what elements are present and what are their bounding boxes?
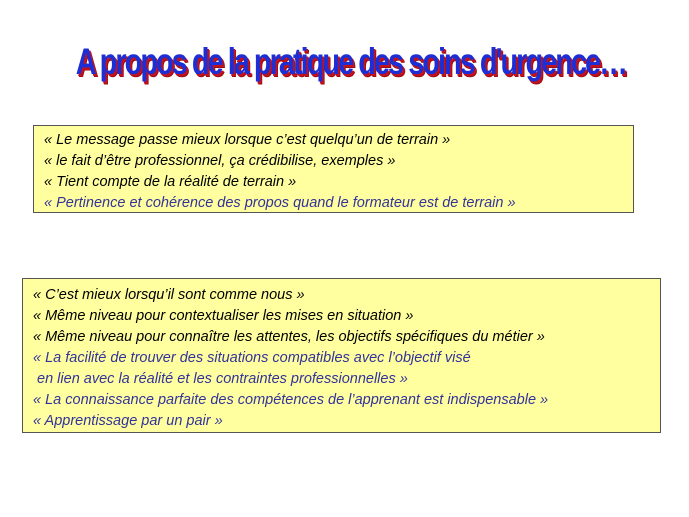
- quote-box-pairs: [22, 278, 661, 433]
- quote-line: « le fait d’être professionnel, ça crédibilise, exemples »: [44, 153, 396, 169]
- slide-title: A propos de la pratique des soins d'urgence…: [75, 41, 627, 82]
- quote-line: « Le message passe mieux lorsque c’est quelqu’un de terrain »: [44, 132, 451, 148]
- quote-box-terrain: [33, 125, 634, 213]
- quote-line: « C’est mieux lorsqu’il sont comme nous »: [33, 287, 305, 303]
- quote-line: en lien avec la réalité et les contraintes professionnelles »: [33, 371, 408, 387]
- quote-line: « Même niveau pour contextualiser les mises en situation »: [33, 308, 414, 324]
- quote-line: « Tient compte de la réalité de terrain »: [44, 174, 297, 190]
- quote-line: « La connaissance parfaite des compétences de l’apprenant est indispensable »: [33, 392, 549, 408]
- quote-line: « Apprentissage par un pair »: [33, 413, 223, 429]
- quote-line: « Pertinence et cohérence des propos quand le formateur est de terrain »: [44, 195, 516, 211]
- quote-line: « Même niveau pour connaître les attentes, les objectifs spécifiques du métier »: [33, 329, 545, 345]
- quote-line: « La facilité de trouver des situations compatibles avec l’objectif visé: [33, 350, 471, 366]
